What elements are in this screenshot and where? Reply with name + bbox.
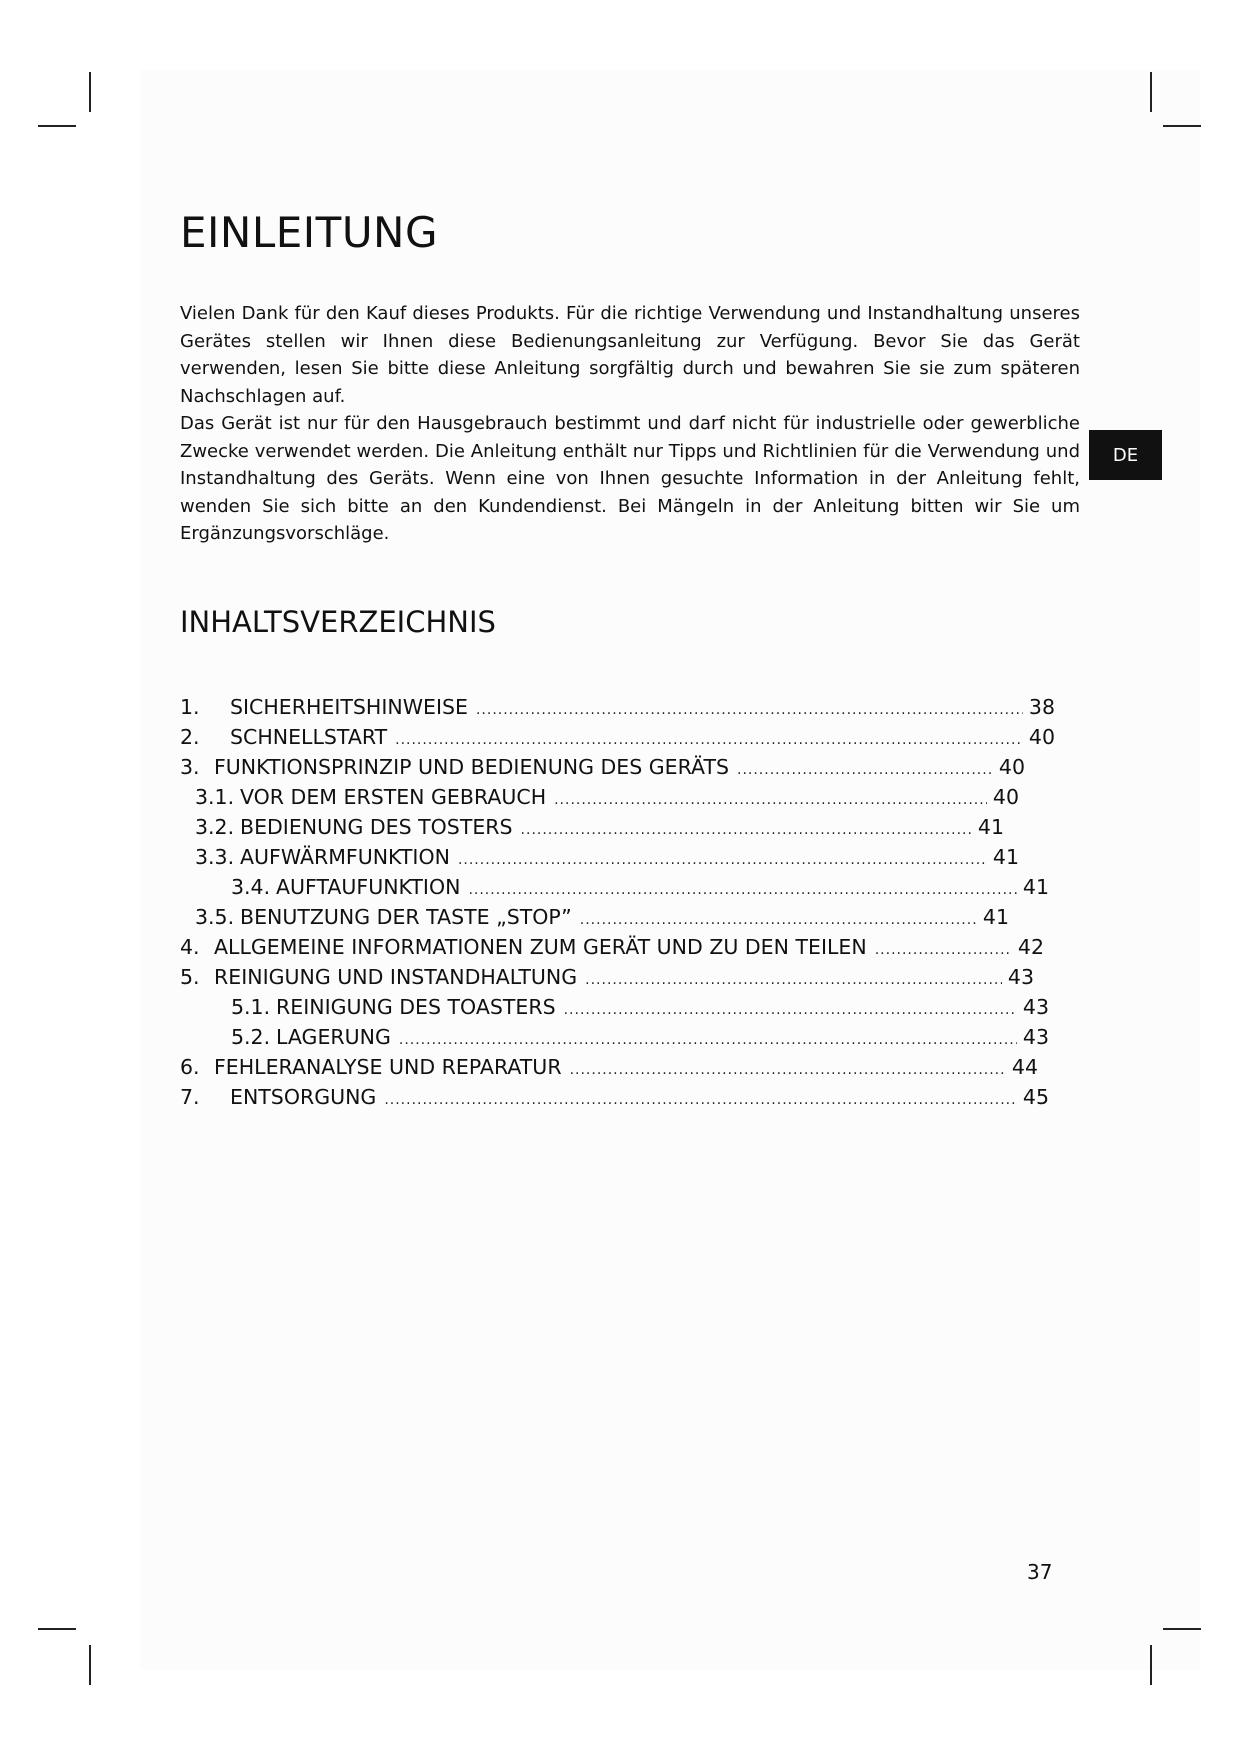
toc-entry[interactable] bbox=[231, 992, 1049, 1022]
toc-entry-title: FUNKTIONSPRINZIP UND BEDIENUNG DES GERÄTS bbox=[214, 755, 729, 779]
toc-entry[interactable] bbox=[195, 812, 1004, 842]
toc-entry-leader bbox=[737, 755, 993, 785]
toc-entry-leader bbox=[468, 875, 1016, 905]
toc-entry[interactable] bbox=[195, 842, 1019, 872]
toc-entry-page: 41 bbox=[1022, 875, 1049, 899]
toc-entry-number: 5.1. bbox=[231, 995, 271, 1019]
toc-entry-page: 41 bbox=[977, 815, 1004, 839]
toc-entry[interactable] bbox=[195, 782, 1019, 812]
toc-entry-number: 3.3. bbox=[195, 845, 235, 869]
language-tab: DE bbox=[1089, 430, 1162, 480]
toc-entry-leader bbox=[580, 905, 977, 935]
crop-mark-bottom-right-v bbox=[1150, 1645, 1152, 1685]
toc-entry-title: LAGERUNG bbox=[276, 1025, 391, 1049]
toc-entry[interactable] bbox=[231, 1022, 1049, 1052]
toc-entry-page: 41 bbox=[982, 905, 1009, 929]
toc-entry-title: AUFTAUFUNKTION bbox=[276, 875, 461, 899]
toc-entry-leader bbox=[399, 1025, 1017, 1055]
toc-entry-title: SICHERHEITSHINWEISE bbox=[230, 695, 468, 719]
toc-entry-title: VOR DEM ERSTEN GEBRAUCH bbox=[240, 785, 547, 809]
toc-entry-title: BEDIENUNG DES TOSTERS bbox=[240, 815, 513, 839]
toc-entry-title: FEHLERANALYSE UND REPARATUR bbox=[214, 1055, 562, 1079]
toc-entry-leader bbox=[384, 1085, 1017, 1115]
page-number: 37 bbox=[1027, 1560, 1053, 1584]
toc-entry[interactable] bbox=[195, 902, 1009, 932]
toc-entry-title: AUFWÄRMFUNKTION bbox=[240, 845, 450, 869]
toc-entry-number: 5.2. bbox=[231, 1025, 271, 1049]
crop-mark-bottom-left-h bbox=[38, 1628, 76, 1630]
toc-entry-number: 2. bbox=[180, 725, 200, 749]
toc-entry[interactable] bbox=[180, 1082, 1049, 1112]
toc-entry-page: 45 bbox=[1022, 1085, 1049, 1109]
toc-entry-leader bbox=[875, 935, 1012, 965]
toc-entry[interactable] bbox=[180, 722, 1055, 752]
toc-entry-leader bbox=[395, 725, 1023, 755]
crop-mark-bottom-right-h bbox=[1163, 1628, 1201, 1630]
toc-entry-number: 3. bbox=[180, 755, 200, 779]
toc-entry-leader bbox=[554, 785, 987, 815]
toc-entry-number: 5. bbox=[180, 965, 200, 989]
toc-entry-title: ALLGEMEINE INFORMATIONEN ZUM GERÄT UND ZU DEN TEILEN bbox=[214, 935, 867, 959]
toc-entry-leader bbox=[564, 995, 1017, 1025]
toc-entry-page: 40 bbox=[992, 785, 1019, 809]
toc-entry-title: REINIGUNG DES TOASTERS bbox=[276, 995, 556, 1019]
crop-mark-top-right-v bbox=[1150, 72, 1152, 112]
toc-entry-leader bbox=[476, 695, 1023, 725]
toc-entry-title: ENTSORGUNG bbox=[230, 1085, 377, 1109]
toc-entry-number: 4. bbox=[180, 935, 200, 959]
intro-paragraph-2: Das Gerät ist nur für den Hausgebrauch bestimmt und darf nicht für industrielle oder gewerbliche Zwecke verwendet werden. Die Anleitung enthält nur Tipps und Richtlinien für die Verwendung und Instandhaltung des Geräts. Wenn eine von Ihnen gesuchte Information in der Anleitung fehlt, wenden Sie sich bitte an den Kundendienst. Bei Mängeln in der Anleitung bitten wir Sie um Ergänzungsvorschläge. bbox=[180, 413, 1080, 544]
toc-entry-title: BENUTZUNG DER TASTE „STOP” bbox=[240, 905, 572, 929]
toc-entry-leader bbox=[458, 845, 987, 875]
toc-entry-number: 6. bbox=[180, 1055, 200, 1079]
toc-entry-number: 7. bbox=[180, 1085, 200, 1109]
toc-entry-page: 43 bbox=[1022, 995, 1049, 1019]
toc-entry[interactable] bbox=[180, 692, 1055, 722]
toc-title: INHALTSVERZEICHNIS bbox=[180, 605, 496, 639]
toc-entry-leader bbox=[521, 815, 972, 845]
toc-entry-number: 3.1. bbox=[195, 785, 235, 809]
toc-entry-page: 43 bbox=[1007, 965, 1034, 989]
toc-entry-page: 42 bbox=[1017, 935, 1044, 959]
toc-entry-page: 44 bbox=[1011, 1055, 1038, 1079]
toc-entry-number: 1. bbox=[180, 695, 200, 719]
crop-mark-top-left-v bbox=[89, 72, 91, 112]
toc-entry-number: 3.4. bbox=[231, 875, 271, 899]
toc-entry-title: SCHNELLSTART bbox=[230, 725, 388, 749]
toc-entry-page: 38 bbox=[1028, 695, 1055, 719]
toc-entry-page: 40 bbox=[1028, 725, 1055, 749]
intro-text bbox=[180, 300, 1080, 548]
crop-mark-top-left-h bbox=[38, 125, 76, 127]
toc-entry-number: 3.5. bbox=[195, 905, 235, 929]
toc-entry-leader bbox=[570, 1055, 1006, 1085]
toc-entry[interactable] bbox=[180, 1052, 1038, 1082]
crop-mark-top-right-h bbox=[1163, 125, 1201, 127]
toc-entry-page: 41 bbox=[992, 845, 1019, 869]
intro-paragraph-1: Vielen Dank für den Kauf dieses Produkts. Für die richtige Verwendung und Instandhaltung unseres Gerätes stellen wir Ihnen diese Bedienungsanleitung zur Verfügung. Bevor Sie das Gerät verwenden, lesen Sie bitte diese Anleitung sorgfältig durch und bewahren Sie sie zum späteren Nachschlagen auf. bbox=[180, 303, 1080, 407]
toc-entry[interactable] bbox=[180, 752, 1025, 782]
page-title: EINLEITUNG bbox=[180, 208, 439, 257]
toc-entry[interactable] bbox=[180, 932, 1044, 962]
toc-entry-number: 3.2. bbox=[195, 815, 235, 839]
toc-entry-page: 43 bbox=[1022, 1025, 1049, 1049]
toc-entry[interactable] bbox=[231, 872, 1049, 902]
toc-entry-title: REINIGUNG UND INSTANDHALTUNG bbox=[214, 965, 578, 989]
crop-mark-bottom-left-v bbox=[89, 1645, 91, 1685]
toc-entry[interactable] bbox=[180, 962, 1034, 992]
toc-entry-leader bbox=[585, 965, 1002, 995]
toc-entry-page: 40 bbox=[998, 755, 1025, 779]
